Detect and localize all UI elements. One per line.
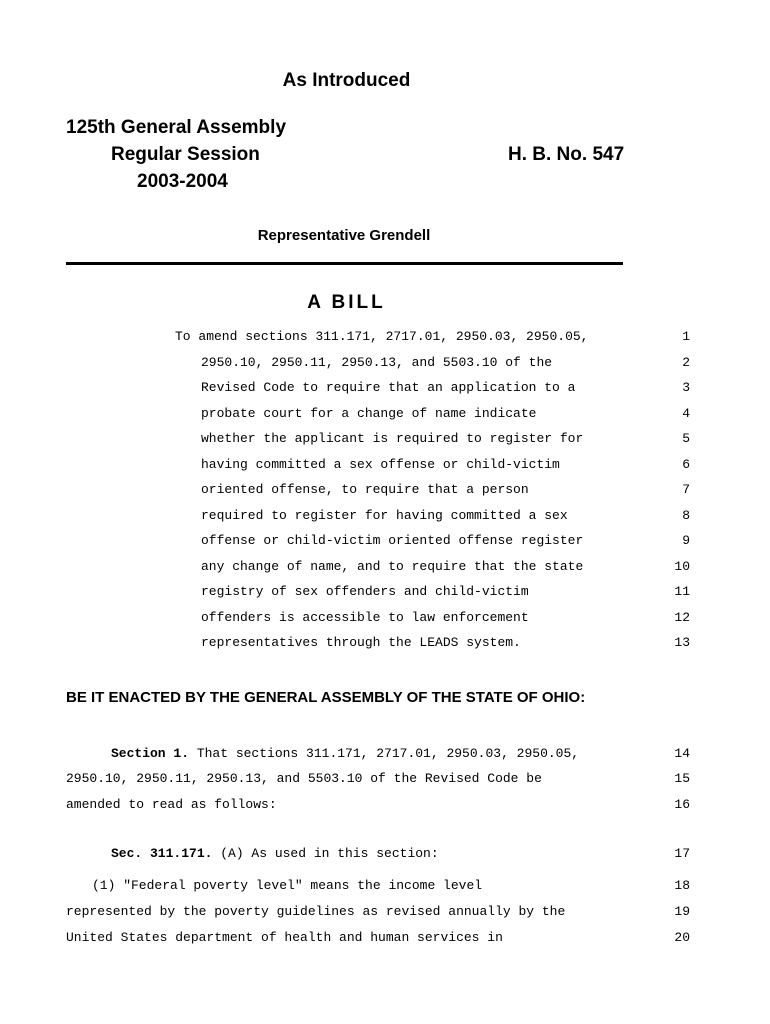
bill-sponsor: Representative Grendell xyxy=(257,227,431,244)
line-number: 5 xyxy=(682,431,690,446)
line-number: 13 xyxy=(674,635,690,650)
general-assembly: 125th General Assembly xyxy=(66,117,287,138)
sec-311-171-label: Sec. 311.171. xyxy=(111,846,213,861)
line-number: 16 xyxy=(674,797,690,812)
title-line-text: any change of name, and to require that the state xyxy=(201,558,584,574)
line-number: 2 xyxy=(682,354,690,370)
title-line xyxy=(0,328,770,353)
body-line-text: represented by the poverty guidelines as revised annually by the xyxy=(66,904,566,919)
title-line-text: oriented offense, to require that a person xyxy=(201,482,529,497)
line-number: 4 xyxy=(682,405,690,421)
section-1-label: Section 1. xyxy=(111,746,190,761)
enacting-clause: BE IT ENACTED BY THE GENERAL ASSEMBLY OF THE STATE OF OHIO: xyxy=(66,689,586,706)
title-line xyxy=(0,634,770,659)
line-number: 3 xyxy=(682,380,690,395)
session-years: 2003-2004 xyxy=(137,171,228,192)
section-1-text: That sections 311.171, 2717.01, 2950.03, 2950.05, xyxy=(189,746,580,761)
line-number: 18 xyxy=(674,878,690,893)
title-line xyxy=(0,609,770,634)
title-line-text: To amend sections 311.171, 2717.01, 2950.03, 2950.05, xyxy=(175,329,589,344)
title-line-text: 2950.10, 2950.11, 2950.13, and 5503.10 of the xyxy=(201,354,553,370)
section-1-text: amended to read as follows: xyxy=(66,797,277,812)
line-number: 15 xyxy=(674,771,690,786)
line-number: 12 xyxy=(674,609,690,625)
title-line-text: offenders is accessible to law enforcement xyxy=(201,609,529,625)
line-number: 8 xyxy=(682,507,690,523)
line-number: 10 xyxy=(674,558,690,574)
title-line-text: offense or child-victim oriented offense register xyxy=(201,533,584,548)
session-name: Regular Session xyxy=(111,144,260,165)
sec-311-171-text: (A) As used in this section: xyxy=(212,846,439,861)
line-number: 19 xyxy=(674,904,690,919)
title-line xyxy=(0,532,770,557)
title-line-text: Revised Code to require that an application to a xyxy=(201,380,576,395)
sec-311-171-heading xyxy=(0,845,770,870)
bill-number: H. B. No. 547 xyxy=(508,144,625,165)
title-line-text: whether the applicant is required to register for xyxy=(201,431,584,446)
title-line xyxy=(0,583,770,608)
section-1-line-3 xyxy=(0,796,770,821)
body-line-text: (1) "Federal poverty level" means the income level xyxy=(92,878,483,893)
title-line xyxy=(0,354,770,379)
bill-title: A BILL xyxy=(307,292,386,313)
bill-status: As Introduced xyxy=(282,70,411,91)
line-number: 1 xyxy=(682,329,690,344)
title-line-text: representatives through the LEADS system. xyxy=(201,635,521,650)
line-number: 20 xyxy=(674,930,690,945)
title-line-text: required to register for having committed a sex xyxy=(201,507,568,523)
title-line xyxy=(0,405,770,430)
line-number: 14 xyxy=(674,746,690,761)
title-line xyxy=(0,379,770,404)
title-line xyxy=(0,507,770,532)
title-line xyxy=(0,481,770,506)
title-line-text: probate court for a change of name indicate xyxy=(201,405,537,421)
body-line xyxy=(0,903,770,928)
title-line-text: registry of sex offenders and child-victim xyxy=(201,584,529,599)
line-number: 9 xyxy=(682,533,690,548)
line-number: 17 xyxy=(674,846,690,861)
section-1-line-2 xyxy=(0,770,770,795)
line-number: 6 xyxy=(682,456,690,472)
section-1-line-1 xyxy=(0,745,770,770)
title-line-text: having committed a sex offense or child-victim xyxy=(201,456,560,472)
body-line xyxy=(0,929,770,954)
line-number: 11 xyxy=(674,584,690,599)
header-divider xyxy=(66,262,623,265)
line-number: 7 xyxy=(682,482,690,497)
title-line xyxy=(0,558,770,583)
section-1-text: 2950.10, 2950.11, 2950.13, and 5503.10 of the Revised Code be xyxy=(66,771,542,786)
title-line xyxy=(0,456,770,481)
body-line-text: United States department of health and human services in xyxy=(66,930,503,945)
body-line xyxy=(0,877,770,902)
title-line xyxy=(0,430,770,455)
